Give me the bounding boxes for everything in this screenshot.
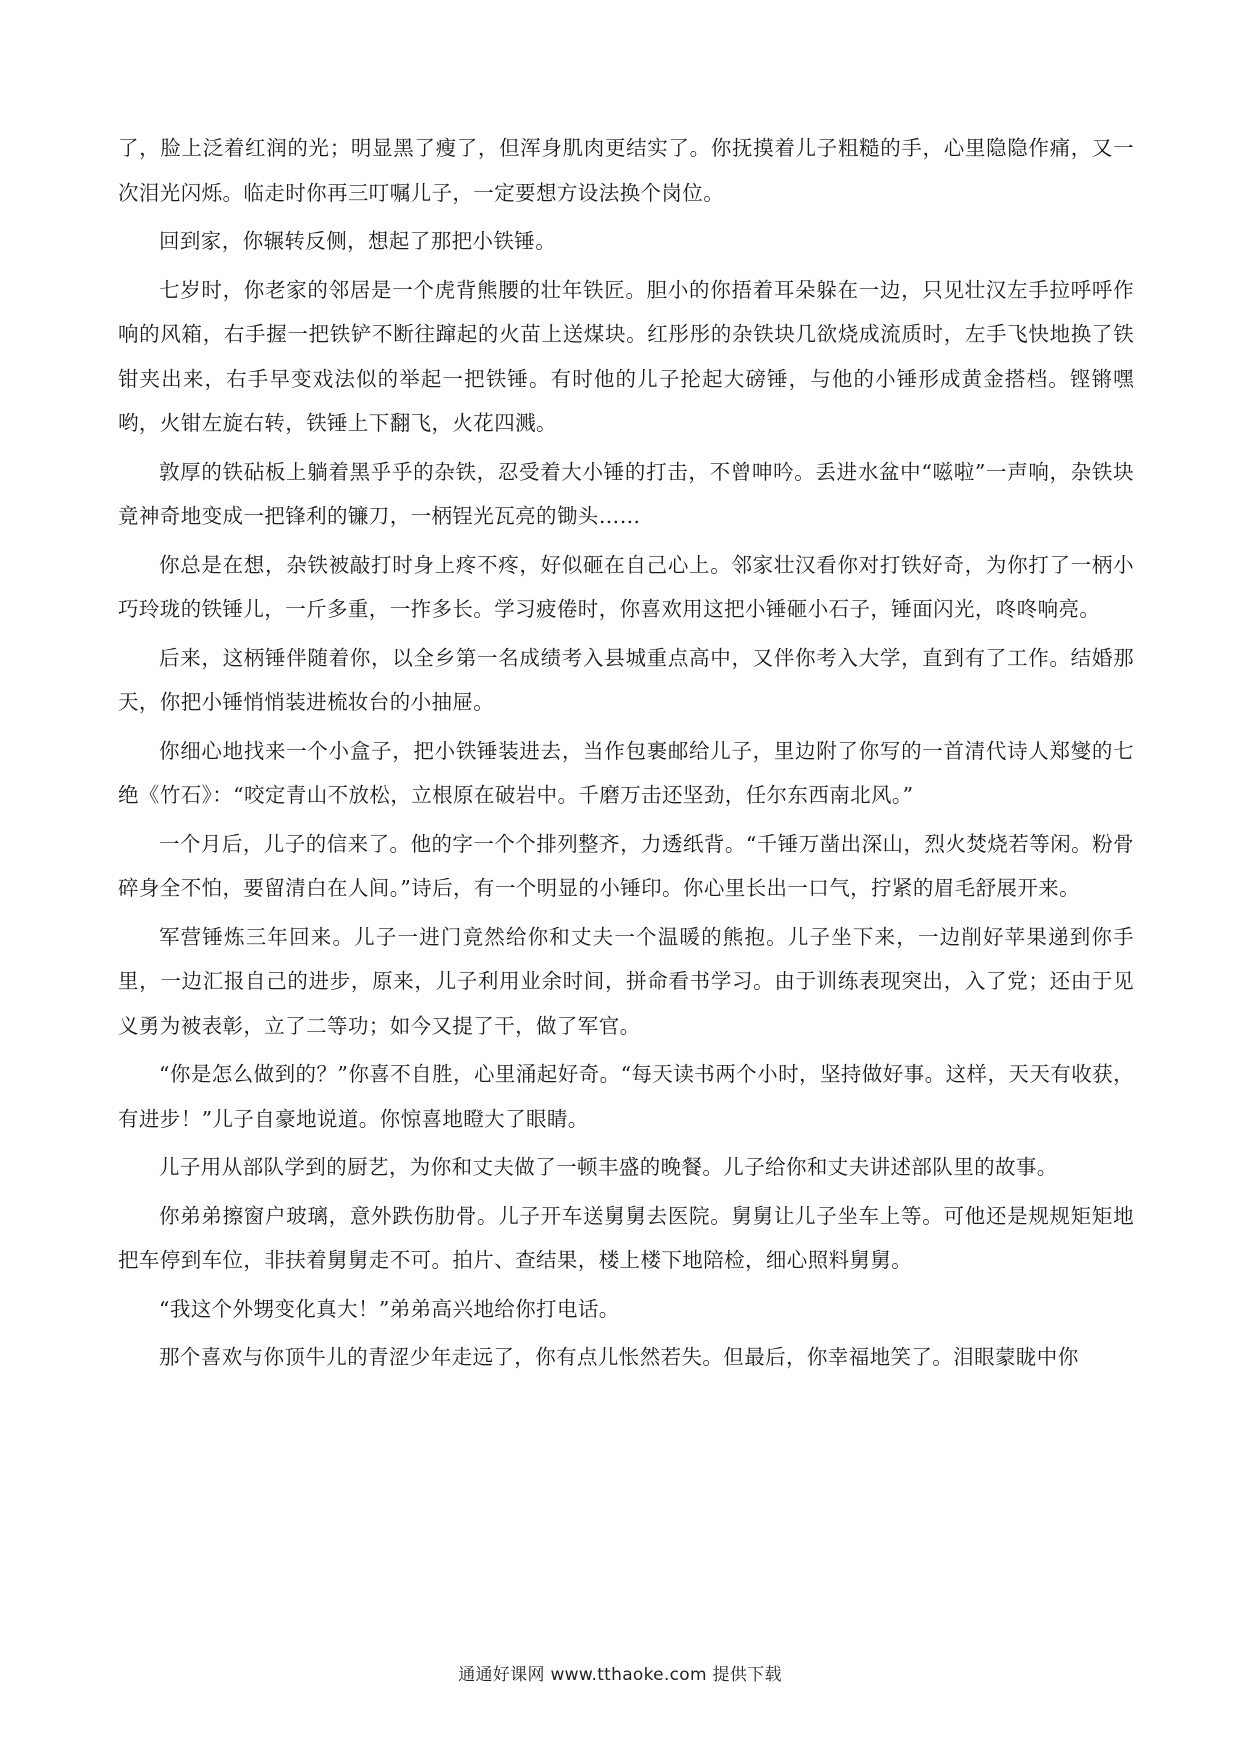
paragraph: 你细心地找来一个小盒子，把小铁锤装进去，当作包裹邮给儿子，里边附了你写的一首清代诗人郑燮的七绝《竹石》：“咬定青山不放松，立根原在破岩中。千磨万击还坚劲，任尔东西南北风。”: [118, 738, 1134, 807]
paragraph: 儿子用从部队学到的厨艺，为你和丈夫做了一顿丰盛的晚餐。儿子给你和丈夫讲述部队里的故事。: [159, 1155, 1058, 1179]
page-footer: 通通好课网 www.tthaoke.com 提供下载: [458, 1665, 782, 1685]
paragraph: “你是怎么做到的？”你喜不自胜，心里涌起好奇。“每天读书两个小时，坚持做好事。这样，天天有收获，有进步！”儿子自豪地说道。你惊喜地瞪大了眼睛。: [118, 1062, 1134, 1131]
paragraph: “我这个外甥变化真大！”弟弟高兴地给你打电话。: [159, 1296, 620, 1321]
paragraph: 敦厚的铁砧板上躺着黑乎乎的杂铁，忍受着大小锤的打击，不曾呻吟。丢进水盆中“嗞啦”一声响，杂铁块竟神奇地变成一把锋利的镰刀，一柄锃光瓦亮的锄头……: [118, 459, 1134, 528]
paragraph: 一个月后，儿子的信来了。他的字一个个排列整齐，力透纸背。“千锤万凿出深山，烈火焚烧若等闲。粉骨碎身全不怕，要留清白在人间。”诗后，有一个明显的小锤印。你心里长出一口气，拧紧的眉毛舒展开来。: [118, 831, 1134, 900]
document-body: [118, 126, 1134, 1384]
paragraph-continuation: 了，脸上泛着红润的光；明显黑了瘦了，但浑身肌肉更结实了。你抚摸着儿子粗糙的手，心里隐隐作痛，又一次泪光闪烁。临走时你再三叮嘱儿子，一定要想方设法换个岗位。: [118, 136, 1134, 205]
paragraph: 后来，这柄锤伴随着你，以全乡第一名成绩考入县城重点高中，又伴你考入大学，直到有了工作。结婚那天，你把小锤悄悄装进梳妆台的小抽屉。: [118, 645, 1134, 714]
paragraph: 军营锤炼三年回来。儿子一进门竟然给你和丈夫一个温暖的熊抱。儿子坐下来，一边削好苹果递到你手里，一边汇报自己的进步，原来，儿子利用业余时间，拼命看书学习。由于训练表现突出，入了党；还由于见义勇为被表彰，立了二等功；如今又提了干，做了军官。: [118, 924, 1134, 1038]
paragraph: 回到家，你辗转反侧，想起了那把小铁锤。: [159, 229, 557, 253]
paragraph: 你弟弟擦窗户玻璃，意外跌伤肋骨。儿子开车送舅舅去医院。舅舅让儿子坐车上等。可他还是规规矩矩地把车停到车位，非扶着舅舅走不可。拍片、查结果，楼上楼下地陪检，细心照料舅舅。: [118, 1203, 1134, 1272]
paragraph: 你总是在想，杂铁被敲打时身上疼不疼，好似砸在自己心上。邻家壮汉看你对打铁好奇，为你打了一柄小巧玲珑的铁锤儿，一斤多重，一拃多长。学习疲倦时，你喜欢用这把小锤砸小石子，锤面闪光，咚咚响亮。: [118, 552, 1134, 621]
paragraph: 七岁时，你老家的邻居是一个虎背熊腰的壮年铁匠。胆小的你捂着耳朵躲在一边，只见壮汉左手拉呼呼作响的风箱，右手握一把铁铲不断往蹿起的火苗上送煤块。红彤彤的杂铁块几欲烧成流质时，左手飞快地换了铁钳夹出来，右手早变戏法似的举起一把铁锤。有时他的儿子抡起大磅锤，与他的小锤形成黄金搭档。铿锵嘿哟，火钳左旋右转，铁锤上下翻飞，火花四溅。: [118, 277, 1134, 435]
paragraph: 那个喜欢与你顶牛儿的青涩少年走远了，你有点儿怅然若失。但最后，你幸福地笑了。泪眼蒙眬中你: [159, 1345, 1079, 1369]
